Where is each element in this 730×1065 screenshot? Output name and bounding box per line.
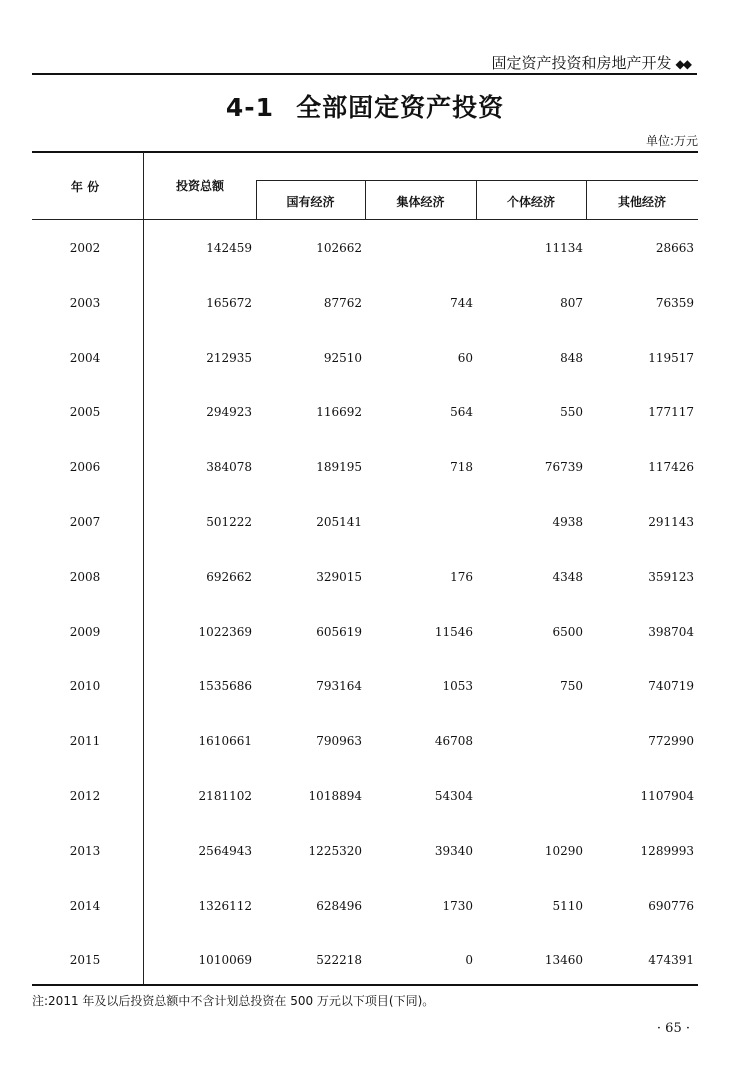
- page-number: · 65 ·: [656, 1021, 690, 1036]
- row-year: 2003: [69, 296, 101, 310]
- cell-state: 1018894: [308, 789, 362, 803]
- row-year: 2006: [69, 460, 101, 474]
- cell-state: 102662: [316, 241, 362, 255]
- cell-individual: 10290: [544, 844, 583, 858]
- table-note: 注:2011 年及以后投资总额中不含计划总投资在 500 万元以下项目(下同)。: [32, 994, 435, 1008]
- row-year: 2012: [69, 789, 101, 803]
- cell-other: 359123: [648, 570, 694, 584]
- cell-individual: 5110: [552, 899, 583, 913]
- cell-other: 398704: [648, 625, 694, 639]
- cell-individual: 11134: [544, 241, 583, 255]
- row-year: 2015: [69, 953, 101, 967]
- column-header-individual: 个体经济: [506, 195, 555, 209]
- row-year: 2007: [69, 515, 101, 529]
- cell-total: 142459: [206, 241, 252, 255]
- table-number: 4-1: [225, 93, 275, 122]
- cell-state: 1225320: [308, 844, 362, 858]
- year-column-divider: [143, 152, 144, 984]
- column-header-state: 国有经济: [286, 195, 335, 209]
- cell-other: 291143: [648, 515, 694, 529]
- row-year: 2009: [69, 625, 101, 639]
- cell-other: 76359: [655, 296, 694, 310]
- cell-state: 790963: [316, 734, 362, 748]
- row-year: 2014: [69, 899, 101, 913]
- cell-total: 501222: [206, 515, 252, 529]
- table-top-rule: [32, 151, 698, 153]
- cell-state: 628496: [316, 899, 362, 913]
- cell-other: 474391: [648, 953, 694, 967]
- cell-collective: 176: [450, 570, 473, 584]
- table-title: [0, 88, 730, 124]
- cell-total: 2564943: [198, 844, 252, 858]
- cell-collective: 1053: [442, 679, 473, 693]
- table-bottom-rule: [32, 984, 698, 986]
- cell-state: 329015: [316, 570, 362, 584]
- running-header: [492, 52, 690, 73]
- cell-individual: 6500: [552, 625, 583, 639]
- subheader-rule: [256, 180, 698, 181]
- cell-state: 205141: [316, 515, 362, 529]
- cell-other: 1289993: [640, 844, 694, 858]
- cell-other: 740719: [648, 679, 694, 693]
- cell-total: 2181102: [198, 789, 252, 803]
- row-year: 2008: [69, 570, 101, 584]
- cell-collective: 744: [450, 296, 473, 310]
- row-year: 2013: [69, 844, 101, 858]
- cell-collective: 46708: [434, 734, 473, 748]
- cell-collective: 60: [457, 351, 473, 365]
- cell-individual: 13460: [544, 953, 583, 967]
- cell-individual: 76739: [544, 460, 583, 474]
- cell-total: 384078: [206, 460, 252, 474]
- cell-collective: 564: [450, 405, 473, 419]
- cell-other: 117426: [648, 460, 694, 474]
- cell-individual: 4938: [552, 515, 583, 529]
- cell-state: 793164: [316, 679, 362, 693]
- cell-total: 212935: [206, 351, 252, 365]
- cell-state: 92510: [323, 351, 362, 365]
- column-header-collective: 集体经济: [396, 195, 445, 209]
- column-header-other: 其他经济: [617, 195, 666, 209]
- cell-total: 1535686: [198, 679, 252, 693]
- table-title-text: 全部固定资产投资: [296, 93, 505, 122]
- column-header-year: 年 份: [70, 180, 100, 194]
- cell-total: 1010069: [198, 953, 252, 967]
- cell-individual: 807: [560, 296, 583, 310]
- cell-state: 189195: [316, 460, 362, 474]
- cell-collective: 54304: [434, 789, 473, 803]
- cell-other: 772990: [648, 734, 694, 748]
- cell-total: 165672: [206, 296, 252, 310]
- cell-state: 522218: [316, 953, 362, 967]
- cell-total: 692662: [206, 570, 252, 584]
- header-bottom-rule: [32, 219, 698, 220]
- diamond-marker-icon: ◆◆: [675, 57, 690, 71]
- cell-collective: 718: [450, 460, 473, 474]
- cell-collective: 0: [465, 953, 473, 967]
- cell-state: 605619: [316, 625, 362, 639]
- cell-collective: 1730: [442, 899, 473, 913]
- cell-collective: 39340: [434, 844, 473, 858]
- cell-individual: 848: [560, 351, 583, 365]
- row-year: 2002: [69, 241, 101, 255]
- section-title: 固定资产投资和房地产开发: [491, 54, 672, 72]
- cell-collective: 11546: [434, 625, 473, 639]
- cell-total: 1326112: [198, 899, 252, 913]
- cell-other: 690776: [648, 899, 694, 913]
- cell-individual: 550: [560, 405, 583, 419]
- column-header-total: 投资总额: [176, 179, 225, 193]
- cell-other: 177117: [648, 405, 694, 419]
- cell-total: 294923: [206, 405, 252, 419]
- row-year: 2005: [69, 405, 101, 419]
- cell-total: 1022369: [198, 625, 252, 639]
- cell-individual: 4348: [552, 570, 583, 584]
- cell-total: 1610661: [198, 734, 252, 748]
- cell-other: 1107904: [640, 789, 694, 803]
- cell-state: 116692: [316, 405, 362, 419]
- cell-other: 28663: [655, 241, 694, 255]
- header-rule: [32, 73, 697, 75]
- unit-label: 单位:万元: [645, 134, 698, 148]
- row-year: 2011: [69, 734, 101, 748]
- row-year: 2010: [69, 679, 101, 693]
- cell-other: 119517: [648, 351, 694, 365]
- cell-state: 87762: [323, 296, 362, 310]
- row-year: 2004: [69, 351, 101, 365]
- cell-individual: 750: [560, 679, 583, 693]
